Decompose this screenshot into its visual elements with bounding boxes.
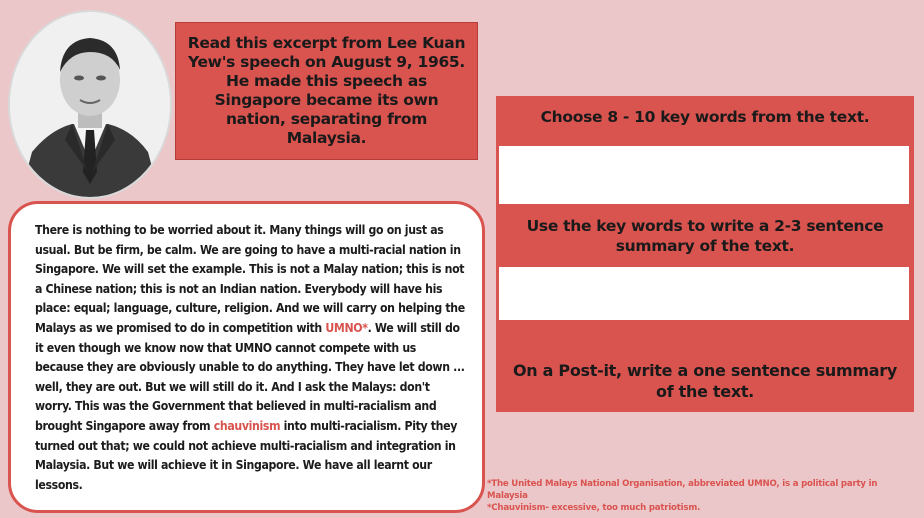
summary-answer-area[interactable] <box>499 267 909 320</box>
chauvinism-highlight: chauvinism <box>213 418 281 433</box>
portrait-photo <box>10 12 170 197</box>
speech-excerpt-box <box>8 201 485 513</box>
task-3-label: On a Post-it, write a one sentence summary of the text. <box>513 361 897 401</box>
task-panel <box>496 96 914 412</box>
portrait-photo-icon <box>10 12 170 197</box>
footnote-chauvinism: *Chauvinism- excessive, too much patriotism. <box>487 503 701 513</box>
footnote-umno: *The United Malays National Organisation, abbreviated UMNO, is a political party in Malaysia <box>487 479 878 501</box>
excerpt-part-3: into multi-racialism. Pity they turned out that; we could not achieve multi-racialism and integration in Malaysia. But we will achieve it in Singapore. We have all learnt our lessons. <box>35 418 458 492</box>
footnotes <box>487 478 917 514</box>
excerpt-part-2: . We will still do it even though we know now that UMNO cannot compete with us because they are obviously unable to do anything. They have let down ... well, they are out. But we will still do it. And I ask the Malays: don't worry. This was the Government that believed in multi-racialism and brought Singapore away from <box>35 320 465 433</box>
excerpt-part-1: There is nothing to be worried about it. Many things will go on just as usual. But be firm, be calm. We are going to have a multi-racial nation in Singapore. We will set the example. This is not a Malay nation; this is not a Chinese nation; this is not an Indian nation. Everybody will have his place: equal; language, culture, religion. And we will carry on helping the Malays as we promised to do in competition with <box>35 223 465 335</box>
task-1-label: Choose 8 - 10 key words from the text. <box>540 108 870 126</box>
task-2-label: Use the key words to write a 2-3 sentence summary of the text. <box>526 217 884 255</box>
umno-highlight: UMNO* <box>325 320 368 335</box>
instruction-box <box>175 22 478 160</box>
key-words-answer-area[interactable] <box>499 146 909 204</box>
speech-excerpt-text <box>35 221 466 495</box>
instruction-text: Read this excerpt from Lee Kuan Yew's speech on August 9, 1965. He made this speech as Singapore became its own nation, separating from Malaysia. <box>187 34 466 147</box>
